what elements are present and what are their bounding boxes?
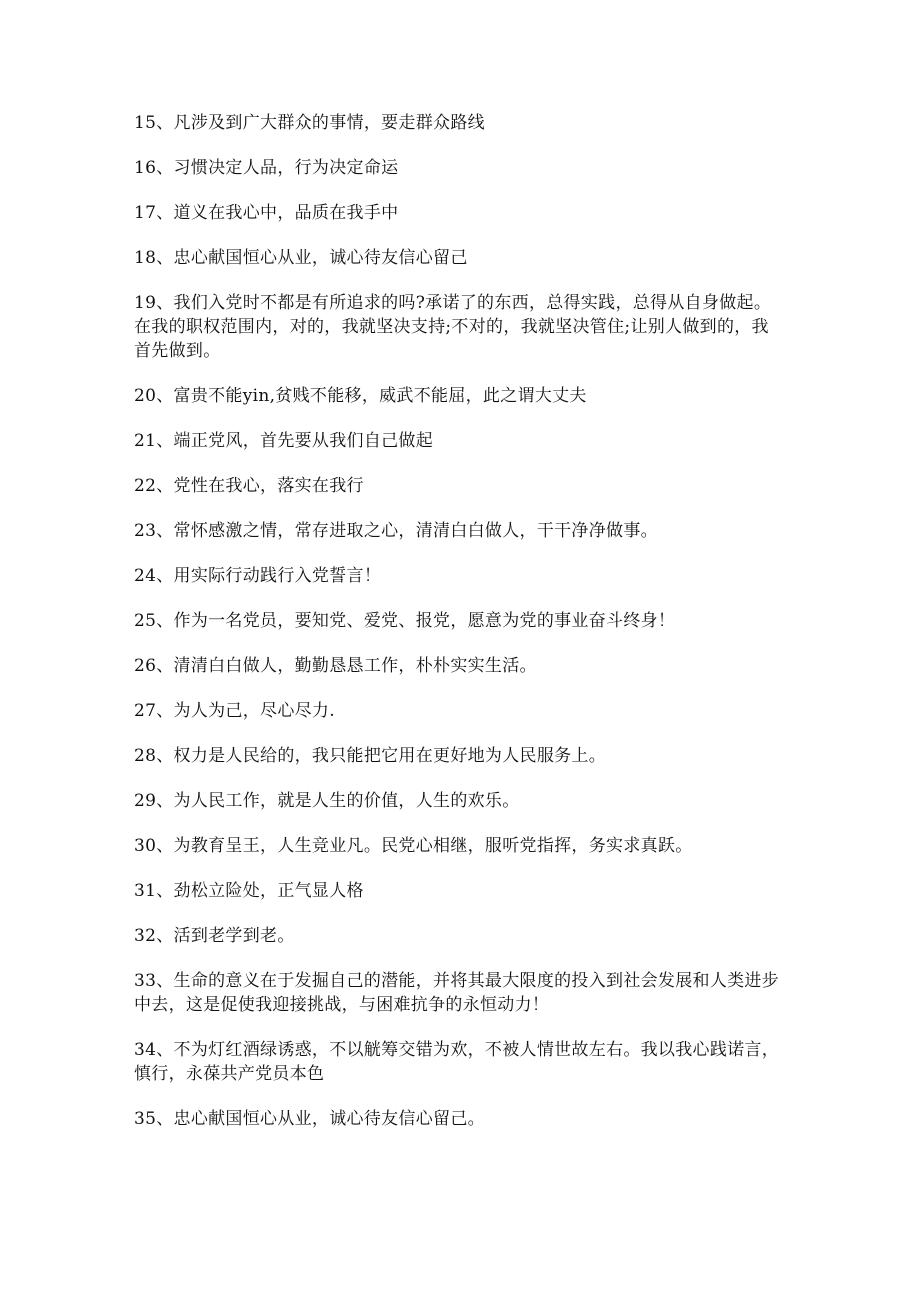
list-item: 18、忠心献国恒心从业，诚心待友信心留己 <box>134 248 468 268</box>
list-item: 30、为教育呈王，人生竞业凡。民党心相继，服听党指挥，务实求真跃。 <box>134 836 693 856</box>
list-item: 31、劲松立险处，正气显人格 <box>134 881 364 901</box>
list-item: 22、党性在我心，落实在我行 <box>134 476 364 496</box>
list-item: 28、权力是人民给的，我只能把它用在更好地为人民服务上。 <box>134 746 607 766</box>
list-item: 27、为人为己，尽心尽力. <box>134 701 335 721</box>
list-item: 26、清清白白做人，勤勤恳恳工作，朴朴实实生活。 <box>134 656 537 676</box>
list-item: 34、不为灯红酒绿诱惑，不以觥筹交错为欢，不被人情世故左右。我以我心践诺言，慎行，永葆共产党员本色 <box>134 1040 780 1084</box>
list-item: 35、忠心献国恒心从业，诚心待友信心留己。 <box>134 1109 485 1129</box>
list-item: 19、我们入党时不都是有所追求的吗?承诺了的东西，总得实践，总得从自身做起。在我的职权范围内，对的，我就坚决支持;不对的，我就坚决管住;让别人做到的，我首先做到。 <box>134 293 772 361</box>
list-item: 32、活到老学到老。 <box>134 926 295 946</box>
list-item: 15、凡涉及到广大群众的事情，要走群众路线 <box>134 113 485 133</box>
list-item: 29、为人民工作，就是人生的价值，人生的欢乐。 <box>134 791 520 811</box>
list-item: 33、生命的意义在于发掘自己的潜能，并将其最大限度的投入到社会发展和人类进步中去，这是促使我迎接挑战，与困难抗争的永恒动力！ <box>134 971 780 1015</box>
list-item: 17、道义在我心中，品质在我手中 <box>134 203 399 223</box>
list-item: 16、习惯决定人品，行为决定命运 <box>134 158 399 178</box>
list-item: 20、富贵不能yin,贫贱不能移，威武不能屈，此之谓大丈夫 <box>134 386 587 406</box>
slogan-list <box>134 111 784 1152</box>
list-item: 25、作为一名党员，要知党、爱党、报党，愿意为党的事业奋斗终身！ <box>134 611 676 631</box>
list-item: 24、用实际行动践行入党誓言！ <box>134 566 382 586</box>
list-item: 23、常怀感激之情，常存进取之心，清清白白做人，干干净净做事。 <box>134 521 658 541</box>
list-item: 21、端正党风，首先要从我们自己做起 <box>134 431 434 451</box>
